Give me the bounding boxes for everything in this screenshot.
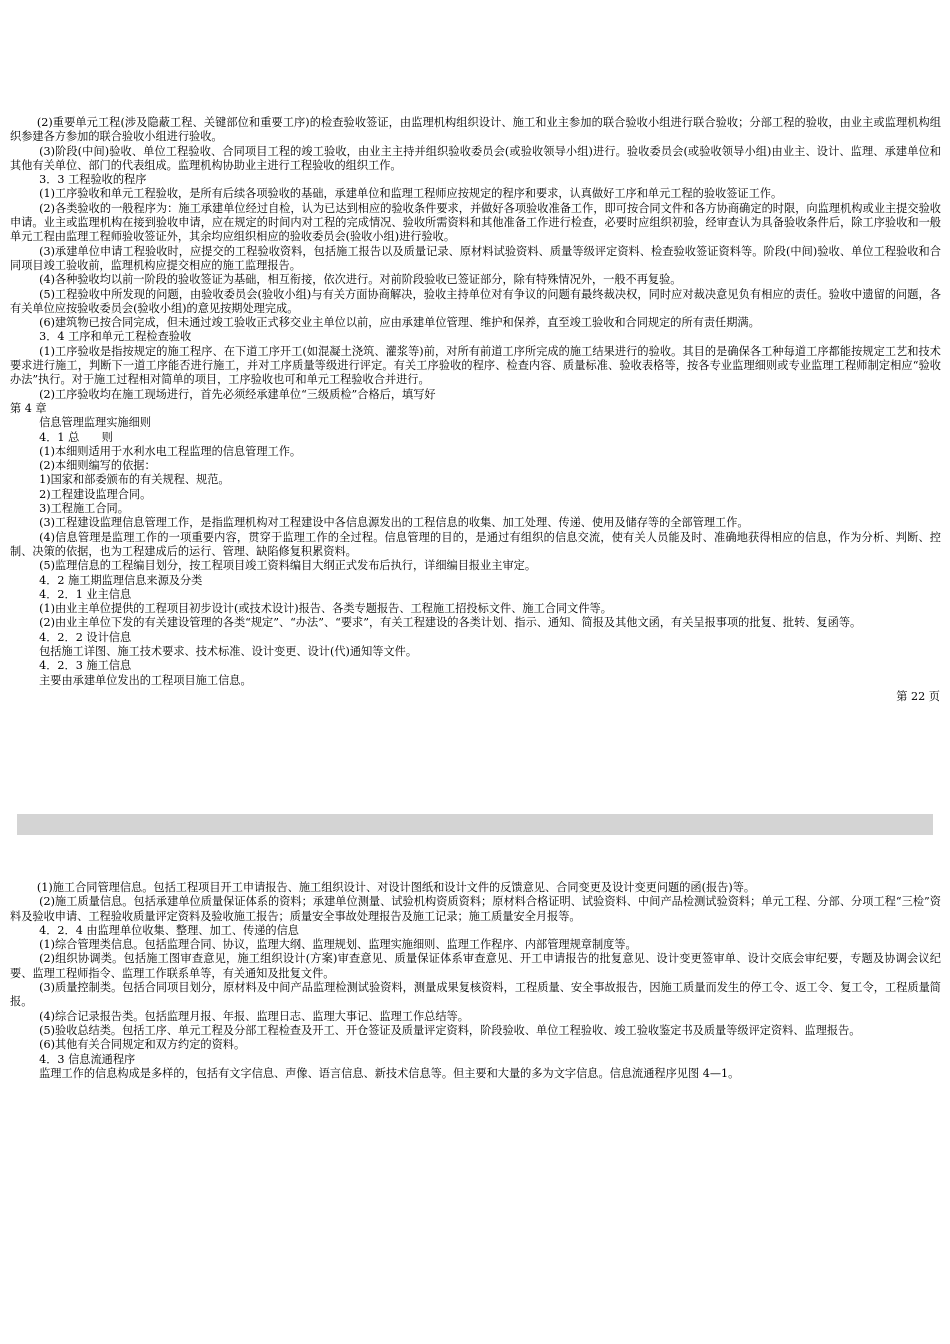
paragraph: (4)信息管理是监理工作的一项重要内容，贯穿于监理工作的全过程。信息管理的目的，是通过有组织的信息交流，使有关人员能及时、准确地获得相应的信息，作为分析、判断、控制、决策的依据，也为工程建成后的运行、管理、缺陷修复积累资料。 bbox=[10, 530, 941, 558]
paragraph: (4)各种验收均以前一阶段的验收签证为基础，相互衔接，依次进行。对前阶段验收已签证部分，除有特殊情况外，一般不再复验。 bbox=[39, 273, 682, 287]
paragraph: (2)工序验收均在施工现场进行，首先必须经承建单位“三级质检”合格后，填写好 bbox=[39, 387, 436, 401]
section-heading: 4．2．2 设计信息 bbox=[39, 630, 132, 644]
paragraph: (1)工序验收是指按规定的施工程序、在下道工序开工(如混凝土浇筑、灌浆等)前，对所有前道工序所完成的施工结果进行的验收。其目的是确保各工种每道工序都能按规定工艺和技术要求进行施工，判断下一道工序能否进行施工，并对工序质量等级进行评定。有关工序验收的程序、检查内容、质量标准、验收表格等，按各专业监理细则或专业监理工程师制定相应“验收办法”执行。对于施工过程相对简单的项目，工序验收也可和单元工程验收合并进行。 bbox=[10, 344, 941, 387]
paragraph: 1)国家和部委颁布的有关规程、规范。 bbox=[39, 473, 230, 487]
paragraph: (3)承建单位申请工程验收时，应提交的工程验收资料，包括施工报告以及质量记录、原材料试验资料、质量等级评定资料、检查验收签证资料等。阶段(中间)验收、单位工程验收和合同项目竣工验收前，监理机构应提交相应的施工监理报告。 bbox=[10, 244, 941, 272]
section-heading: 4．1 总 则 bbox=[39, 430, 113, 444]
section-heading: 信息管理监理实施细则 bbox=[39, 416, 151, 430]
paragraph: (3)工程建设监理信息管理工作，是指监理机构对工程建设中各信息源发出的工程信息的收集、加工处理、传递、使用及储存等的全部管理工作。 bbox=[39, 516, 749, 530]
paragraph: 第 4 章 bbox=[10, 401, 47, 415]
section-heading: 监理工作的信息构成是多样的，包括有文字信息、声像、语言信息、新技术信息等。但主要和大量的多为文字信息。信息流通程序见图 4—1。 bbox=[39, 1066, 740, 1080]
paragraph: (6)其他有关合同规定和双方约定的资料。 bbox=[39, 1038, 246, 1052]
paragraph: (2)各类验收的一般程序为：施工承建单位经过自检，认为已达到相应的验收条件要求，并做好各项验收准备工作，即可按合同文件和各方协商确定的时限，向监理机构或业主提交验收申请。业主或监理机构在接到验收申请，应在规定的时间内对工程的完成情况、验收所需资料和其他准备工作进行检查，必要时应组织初验，经审查认为具备验收条件后，除工序验收和一般单元工程由监理工程师验收签证外，其余均应组织相应的验收委员会(验收小组)进行验收。 bbox=[10, 201, 941, 244]
page-number: 第 22 页 bbox=[896, 689, 940, 703]
paragraph: (2)施工质量信息。包括承建单位质量保证体系的资料；承建单位测量、试验机构资质资料；原材料合格证明、试验资料、中间产品检测试验资料；单元工程、分部、分项工程“三检”资料及验收申请、工程验收质量评定资料及验收施工报告；质量安全事故处理报告及施工记录；施工质量安全月报等。 bbox=[10, 895, 941, 923]
paragraph: (1)综合管理类信息。包括监理合同、协议，监理大纲、监理规划、监理实施细则、监理工作程序、内部管理规章制度等。 bbox=[39, 938, 637, 952]
section-heading: 4．2．1 业主信息 bbox=[39, 587, 132, 601]
section-heading: 4．2．3 施工信息 bbox=[39, 659, 132, 673]
paragraph: (1)由业主单位提供的工程项目初步设计(或技术设计)报告、各类专题报告、工程施工招投标文件、施工合同文件等。 bbox=[39, 602, 612, 616]
paragraph: (1)施工合同管理信息。包括工程项目开工申请报告、施工组织设计、对设计图纸和设计文件的反馈意见、合同变更及设计变更问题的函(报告)等。 bbox=[36, 881, 756, 894]
paragraph: (4)综合记录报告类。包括监理月报、年报、监理日志、监理大事记、监理工作总结等。 bbox=[39, 1009, 469, 1023]
paragraph: (2)由业主单位下发的有关建设管理的各类“规定”、“办法”、“要求”，有关工程建设的各类计划、指示、通知、简报及其他文函，有关呈报事项的批复、批转、复函等。 bbox=[39, 616, 862, 630]
page-2-body bbox=[10, 881, 941, 1081]
section-heading: 3．3 工程验收的程序 bbox=[39, 173, 147, 187]
section-heading: 4．2 施工期监理信息来源及分类 bbox=[39, 573, 203, 587]
section-heading: 4．3 信息流通程序 bbox=[39, 1052, 136, 1066]
document-page-1 bbox=[10, 116, 941, 704]
paragraph: (5)工程验收中所发现的问题，由验收委员会(验收小组)与有关方面协商解决，验收主持单位对有争议的问题有最终裁决权，同时应对裁决意见负有相应的责任。验收中遗留的问题，各有关单位应按验收委员会(验收小组)的意见按期处理完成。 bbox=[10, 287, 941, 315]
paragraph: (1)工序验收和单元工程验收，是所有后续各项验收的基础，承建单位和监理工程师应按规定的程序和要求，认真做好工序和单元工程的验收签证工作。 bbox=[39, 187, 783, 201]
document-page-2 bbox=[10, 881, 941, 1081]
page-separator bbox=[17, 814, 933, 835]
page-1-body bbox=[10, 116, 941, 688]
section-heading: 主要由承建单位发出的工程项目施工信息。 bbox=[39, 673, 252, 687]
section-heading: 4．2．4 由监理单位收集、整理、加工、传递的信息 bbox=[39, 923, 299, 937]
paragraph: (2)本细则编写的依据： bbox=[39, 459, 156, 473]
paragraph: (5)验收总结类。包括工序、单元工程及分部工程检查及开工、开仓签证及质量评定资料，阶段验收、单位工程验收、竣工验收鉴定书及质量等级评定资料、监理报告。 bbox=[39, 1023, 861, 1037]
paragraph: 2)工程建设监理合同。 bbox=[39, 487, 152, 501]
paragraph: (6)建筑物已按合同完成，但未通过竣工验收正式移交业主单位以前，应由承建单位管理、维护和保养，直至竣工验收和合同规定的所有责任期满。 bbox=[39, 316, 760, 330]
paragraph: (2)重要单元工程(涉及隐蔽工程、关键部位和重要工序)的检查验收签证，由监理机构组织设计、施工和业主参加的联合验收小组进行联合验收；分部工程的验收，由业主或监理机构组织参建各方参加的联合验收小组进行验收。 bbox=[10, 116, 941, 144]
paragraph: (3)阶段(中间)验收、单位工程验收、合同项目工程的竣工验收，由业主主持并组织验收委员会(或验收领导小组)进行。验收委员会(或验收领导小组)由业主、设计、监理、承建单位和其他有关单位、部门的代表组成。监理机构协助业主进行工程验收的组织工作。 bbox=[10, 144, 941, 172]
paragraph: 3)工程施工合同。 bbox=[39, 502, 129, 516]
paragraph: (3)质量控制类。包括合同项目划分，原材料及中间产品监理检测试验资料，测量成果复核资料，工程质量、安全事故报告，因施工质量而发生的停工令、返工令、复工令，工程质量简报。 bbox=[10, 981, 941, 1009]
paragraph: (5)监理信息的工程编目划分，按工程项目竣工资料编目大纲正式发布后执行，详细编目报业主审定。 bbox=[39, 559, 537, 573]
section-heading: 包括施工详图、施工技术要求、技术标准、设计变更、设计(代)通知等文件。 bbox=[39, 644, 418, 658]
section-heading: 3．4 工序和单元工程检查验收 bbox=[39, 330, 192, 344]
paragraph: (2)组织协调类。包括施工图审查意见，施工组织设计(方案)审查意见、质量保证体系审查意见、开工申请报告的批复意见、设计变更签审单、设计交底会审纪要，专题及协调会议纪要、监理工程师指令、监理工作联系单等，有关通知及批复文件。 bbox=[10, 952, 941, 980]
paragraph: (1)本细则适用于水利水电工程监理的信息管理工作。 bbox=[39, 444, 302, 458]
